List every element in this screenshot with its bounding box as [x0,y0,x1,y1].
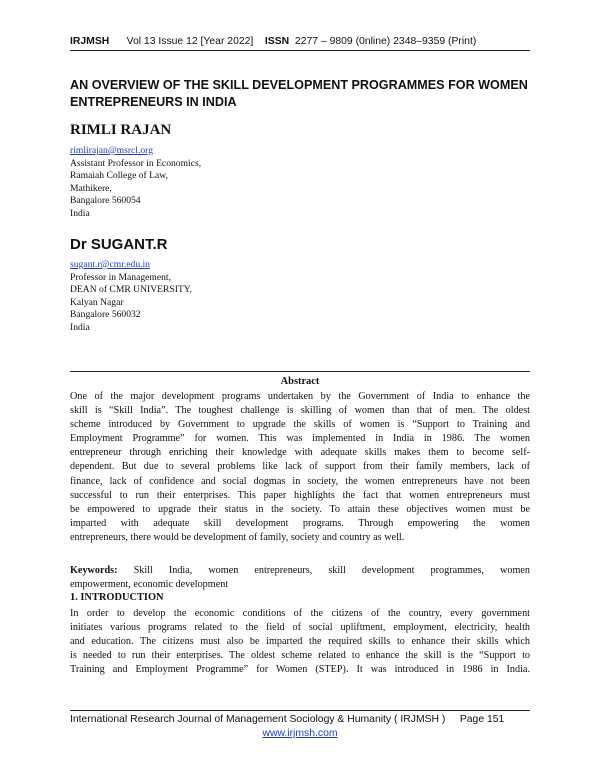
running-header [70,36,530,47]
affiliation-line: India [70,207,90,219]
intro-line: initiates various programs related to the field of social upliftment, employment, electricity, health [70,622,530,634]
journal-abbrev: IRJMSH [70,36,110,47]
affiliation-line: Bangalore 560054 [70,195,141,206]
footer-journal: International Research Journal of Management Sociology & Humanity ( IRJMSH ) [70,714,446,725]
page-number: Page 151 [459,714,505,725]
author-name: RIMLI RAJAN [70,122,172,138]
keywords-line: empowerment, economic development [70,579,229,591]
affiliation-line: India [70,321,90,333]
journal-website-link[interactable]: www.irjmsh.com [262,728,338,739]
abstract-line: dependent. But due to several problems like lack of support from their family members, lack of [70,461,530,473]
keywords [70,564,530,592]
abstract-body [70,390,530,545]
abstract-line: successful to run their enterprises. This paper highlights the fact that women entrepreneurs must [70,489,530,501]
affiliation-line: Bangalore 560032 [70,309,141,320]
affiliation-line: Assistant Professor in Economics, [70,157,202,169]
keywords-text: Skill India, women entrepreneurs, skill development programmes, women [133,565,530,576]
intro-line: In order to develop the economic conditions of the citizens of the country, every government [70,608,530,619]
title-line: AN OVERVIEW OF THE SKILL DEVELOPMENT PROGRAMMES FOR WOMEN [70,78,528,92]
abstract-line: be empowered to upgrade their status in the society. To attain these objectives women must be [70,503,530,515]
author-details [70,145,201,220]
abstract-line: skill is “Skill India”. The toughest challenge is skilling of women than that of men. The oldest [70,405,530,417]
abstract-divider [70,371,530,372]
footer [70,714,530,725]
issn-value: 2277 – 9809 (0nline) 2348–9359 (Print) [294,36,477,47]
section-heading: 1. INTRODUCTION [70,592,164,603]
abstract-line: imparted with adequate skill development programs. Through empowering the women [70,517,530,529]
affiliation-line: DEAN of CMR UNIVERSITY, [70,284,192,295]
intro-line: and education. The citizens must also be imparted the required skills to enhance their skills which [70,636,530,648]
author-email-link[interactable]: rimlirajan@msrcl.org [70,145,153,156]
introduction-body [70,607,530,677]
affiliation-line: Kalyan Nagar [70,296,124,308]
abstract-heading: Abstract [280,376,320,387]
keywords-label: Keywords: [70,565,118,576]
issn-label: ISSN [264,36,290,47]
author-details [70,259,192,334]
author-email-link[interactable]: sugant.r@cmr.edu.in [70,259,150,270]
abstract-line: Employment Programme” for women. This was implemented in India in 1986. The women [70,433,530,445]
paper-title [70,77,540,111]
affiliation-line: Mathikere, [70,182,112,194]
abstract-line: entrepreneur through enriching their knowledge with adequate skills makes them to become self- [70,447,530,459]
footer-divider [70,710,530,711]
abstract-line: One of the major development programs undertaken by the Government of India to enhance the [70,391,530,402]
abstract-line: entrepreneurs, there would be development of family, society and country as well. [70,531,405,543]
abstract-line: scheme introduced by Government to upgrade the skills of women is “Support to Training and [70,419,530,431]
intro-line: Training and Employment Programme” for Women (STEP). It was introduced in 1986 in India. [70,664,530,676]
keywords-line [70,564,530,578]
intro-line: is needed to run their enterprises. The oldest scheme related to enhance the skill is the “Support to [70,650,530,662]
author-name: Dr SUGANT.R [70,236,168,253]
title-line: ENTREPRENEURS IN INDIA [70,95,237,109]
header-divider [70,50,530,51]
footer-url-row [70,728,530,739]
affiliation-line: Professor in Management, [70,271,171,283]
volume-info: Vol 13 Issue 12 [Year 2022] [126,36,254,47]
abstract-line: finance, lack of confidence and social dogmas in society, the women entrepreneurs have not been [70,475,530,487]
affiliation-line: Ramaiah College of Law, [70,170,168,181]
